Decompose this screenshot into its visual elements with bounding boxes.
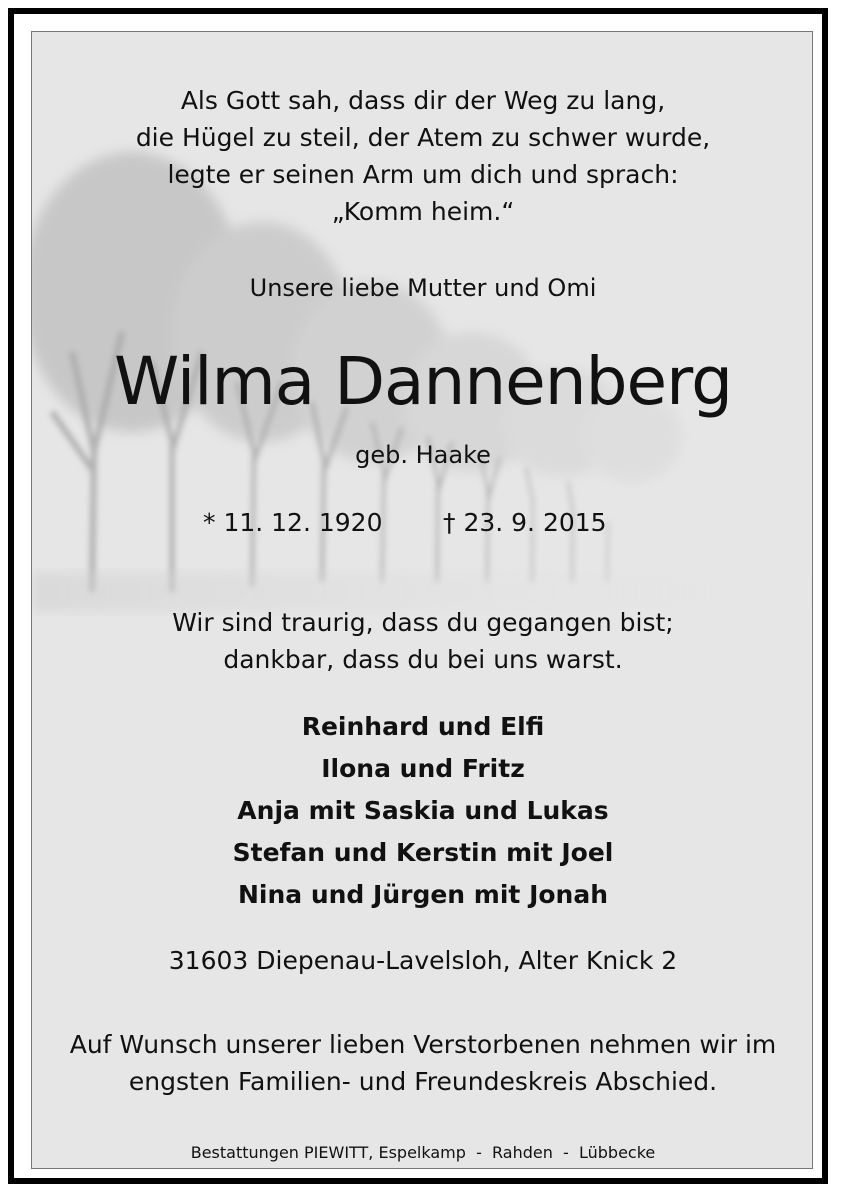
maiden-name: geb. Haake (355, 441, 491, 469)
poem-line: die Hügel zu steil, der Atem zu schwer wurde, (135, 123, 711, 152)
mourners-list (32, 706, 813, 916)
mourner-entry: Anja mit Saskia und Lukas (237, 796, 609, 825)
funeral-home-footer: Bestattungen PIEWITT, Espelkamp - Rahden - Lübbecke (190, 1143, 656, 1162)
mourner-entry: Reinhard und Elfi (301, 712, 545, 741)
intro-text: Unsere liebe Mutter und Omi (249, 274, 597, 302)
poem-line: „Komm heim.“ (331, 197, 515, 226)
obituary-panel (31, 31, 813, 1169)
life-dates (32, 506, 813, 540)
notice-line: Auf Wunsch unserer lieben Verstorbenen nehmen wir im (69, 1030, 777, 1059)
birth-date: * 11. 12. 1920 (203, 508, 383, 537)
notice-line: engsten Familien- und Freundeskreis Abschied. (128, 1067, 718, 1096)
mourner-entry: Stefan und Kerstin mit Joel (232, 838, 614, 867)
poem-line: legte er seinen Arm um dich und sprach: (167, 160, 679, 189)
poem-verse (32, 82, 813, 230)
poem-line: Als Gott sah, dass dir der Weg zu lang, (180, 86, 666, 115)
farewell-line: dankbar, dass du bei uns warst. (223, 645, 623, 674)
farewell-text (32, 604, 813, 678)
farewell-notice (32, 1026, 813, 1100)
farewell-line: Wir sind traurig, dass du gegangen bist; (172, 608, 674, 637)
death-date: † 23. 9. 2015 (443, 508, 607, 537)
family-address: 31603 Diepenau-Lavelsloh, Alter Knick 2 (168, 946, 678, 975)
mourner-entry: Ilona und Fritz (321, 754, 525, 783)
mourner-entry: Nina und Jürgen mit Jonah (237, 880, 609, 909)
deceased-name: Wilma Dannenberg (114, 343, 732, 420)
